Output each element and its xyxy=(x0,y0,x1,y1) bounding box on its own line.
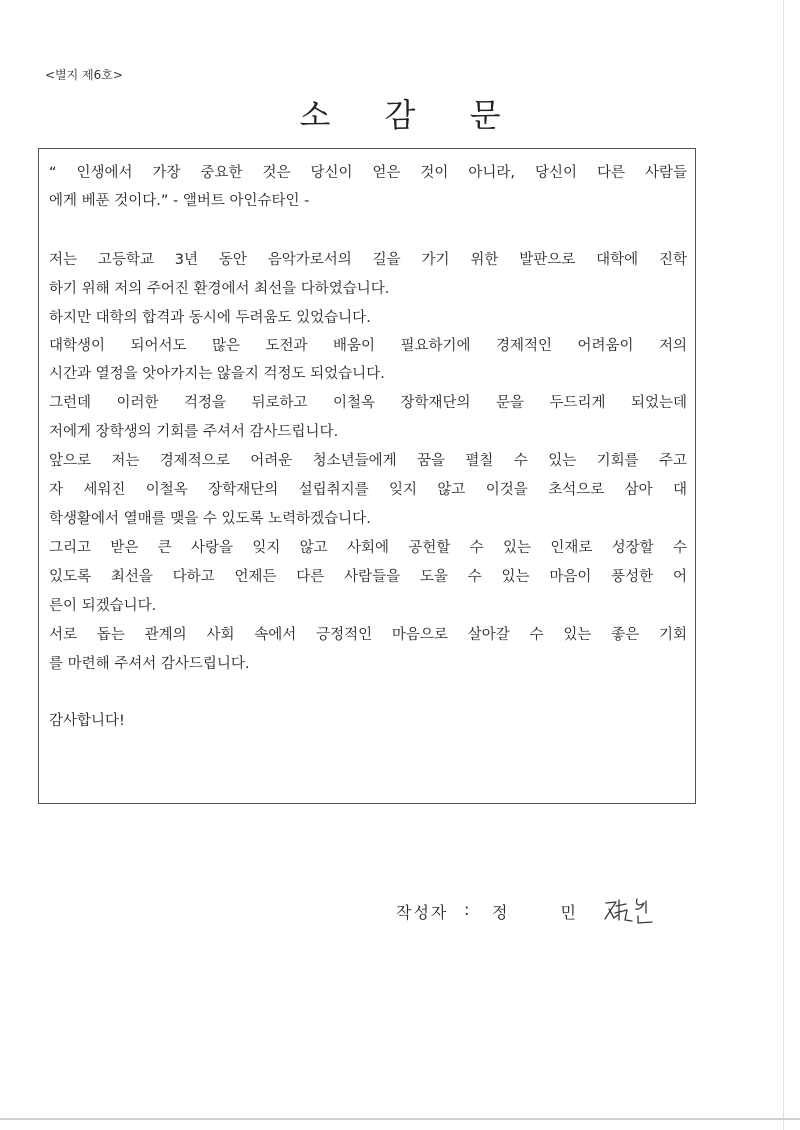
essay-line-4: 저는 고등학교 3년 동안 음악가로서의 길을 가기 위한 발판으로 대학에 진학 xyxy=(49,252,687,268)
essay-line-5: 하기 위해 저의 주어진 환경에서 최선을 다하였습니다. xyxy=(49,281,390,297)
essay-line-1: “ 인생에서 가장 중요한 것은 당신이 얻은 것이 아니라, 당신이 다른 사람들 xyxy=(49,165,687,181)
essay-line-8: 시간과 열정을 앗아가지는 않을지 걱정도 되었습니다. xyxy=(49,366,385,382)
essay-line-10: 저에게 장학생의 기회를 주셔서 감사드립니다. xyxy=(49,424,339,440)
page-title: 소 감 문 xyxy=(299,96,523,134)
essay-line-9: 그런데 이러한 걱정을 뒤로하고 이철옥 장학재단의 문을 두드리게 되었는데 xyxy=(49,395,687,411)
essay-line-11: 앞으로 저는 경제적으로 어려운 청소년들에게 꿈을 펼칠 수 있는 기회를 주고 xyxy=(49,453,687,469)
scan-edge-right xyxy=(783,0,784,1130)
essay-line-18: 를 마련해 주셔서 감사드립니다. xyxy=(49,656,250,672)
essay-line-17: 서로 돕는 관계의 사회 속에서 긍정적인 마음으로 살아갈 수 있는 좋은 기회 xyxy=(49,627,687,643)
essay-line-15: 있도록 최선을 다하고 언제든 다른 사람들을 도울 수 있는 마음이 풍성한 어 xyxy=(49,569,687,585)
essay-line-20: 감사합니다! xyxy=(49,713,125,729)
author-name: 정 민 xyxy=(492,903,600,922)
essay-box xyxy=(38,148,696,804)
author-colon: : xyxy=(464,900,470,919)
author-label: 작성자 xyxy=(396,903,449,922)
scan-edge-bottom xyxy=(0,1118,800,1120)
signature-block xyxy=(396,900,696,930)
essay-line-2: 에게 베푼 것이다.” - 앨버트 아인슈타인 - xyxy=(49,193,310,209)
essay-line-14: 그리고 받은 큰 사랑을 잊지 않고 사회에 공헌할 수 있는 인재로 성장할 수 xyxy=(49,540,687,556)
essay-line-13: 학생활에서 열매를 맺을 수 있도록 노력하겠습니다. xyxy=(49,511,371,527)
essay-line-12: 자 세워진 이철옥 장학재단의 설립취지를 잊지 않고 이것을 초석으로 삼아 대 xyxy=(49,482,687,498)
handwritten-signature xyxy=(602,894,658,928)
form-number: <별지 제6호> xyxy=(45,68,123,82)
essay-line-6: 하지만 대학의 합격과 동시에 두려움도 있었습니다. xyxy=(49,310,371,326)
essay-line-7: 대학생이 되어서도 많은 도전과 배움이 필요하기에 경제적인 어려움이 저의 xyxy=(49,338,687,354)
essay-line-16: 른이 되겠습니다. xyxy=(49,598,157,614)
